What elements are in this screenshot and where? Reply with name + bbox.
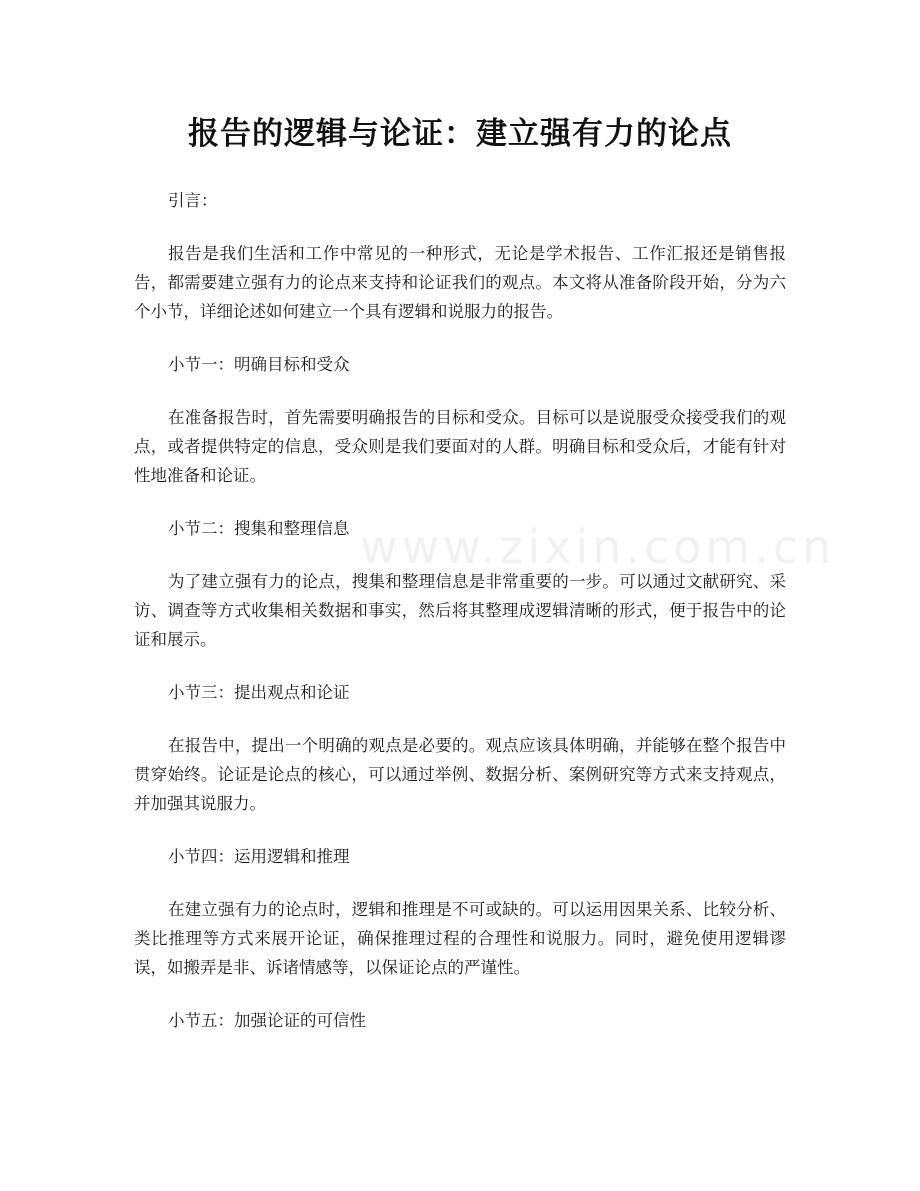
document-body xyxy=(134,186,786,1059)
document-title: 报告的逻辑与论证：建立强有力的论点 xyxy=(188,116,732,152)
section-5-heading: 小节五：加强论证的可信性 xyxy=(168,1011,366,1030)
section-1-heading: 小节一：明确目标和受众 xyxy=(168,355,350,374)
intro-paragraph: 报告是我们生活和工作中常见的一种形式，无论是学术报告、工作汇报还是销售报告，都需要建立强有力的论点来支持和论证我们的观点。本文将从准备阶段开始，分为六个小节，详细论述如何建立一个具有逻辑和说服力的报告。 xyxy=(134,244,786,321)
intro-heading: 引言： xyxy=(168,191,218,210)
section-1-paragraph: 在准备报告时，首先需要明确报告的目标和受众。目标可以是说服受众接受我们的观点，或者提供特定的信息，受众则是我们要面对的人群。明确目标和受众后，才能有针对性地准备和论证。 xyxy=(134,408,786,485)
section-2-paragraph: 为了建立强有力的论点，搜集和整理信息是非常重要的一步。可以通过文献研究、采访、调查等方式收集相关数据和事实，然后将其整理成逻辑清晰的形式，便于报告中的论证和展示。 xyxy=(134,572,786,649)
section-3-paragraph: 在报告中，提出一个明确的观点是必要的。观点应该具体明确，并能够在整个报告中贯穿始终。论证是论点的核心，可以通过举例、数据分析、案例研究等方式来支持观点，并加强其说服力。 xyxy=(134,736,786,813)
watermark: www.zixin.com.cn xyxy=(360,520,836,574)
section-3-heading: 小节三：提出观点和论证 xyxy=(168,683,350,702)
section-4-paragraph: 在建立强有力的论点时，逻辑和推理是不可或缺的。可以运用因果关系、比较分析、类比推理等方式来展开论证，确保推理过程的合理性和说服力。同时，避免使用逻辑谬误，如搬弄是非、诉诸情感等，以保证论点的严谨性。 xyxy=(134,900,786,977)
section-4-heading: 小节四：运用逻辑和推理 xyxy=(168,847,350,866)
section-2-heading: 小节二：搜集和整理信息 xyxy=(168,519,350,538)
